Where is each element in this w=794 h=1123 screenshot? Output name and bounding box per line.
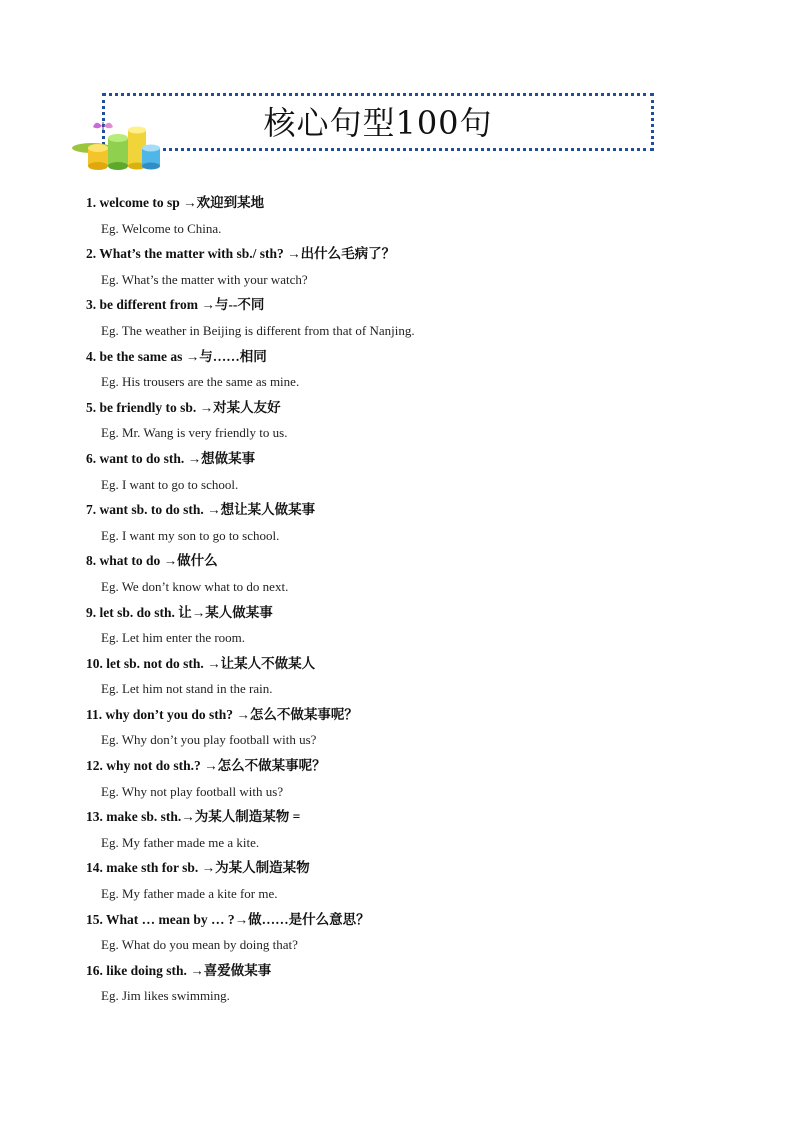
example-sentence: Eg. My father made me a kite. bbox=[101, 834, 260, 850]
example-sentence: Eg. What do you mean by doing that? bbox=[101, 937, 298, 953]
pattern-heading: 6. want to do sth. →想做某事 bbox=[86, 450, 256, 466]
list-item bbox=[86, 753, 726, 804]
example-sentence: Eg. Jim likes swimming. bbox=[101, 988, 230, 1004]
page-title: 核心句型100句 bbox=[263, 104, 493, 142]
pattern-heading: 7. want sb. to do sth. →想让某人做某事 bbox=[86, 502, 316, 518]
list-item bbox=[86, 907, 726, 958]
pattern-heading: 2. What’s the matter with sb./ sth? →出什么毛病了？ bbox=[86, 246, 396, 262]
list-item bbox=[86, 395, 726, 446]
list-item bbox=[86, 855, 726, 906]
list-item bbox=[86, 190, 726, 241]
example-sentence: Eg. I want my son to go to school. bbox=[101, 527, 280, 543]
list-item bbox=[86, 497, 726, 548]
list-item bbox=[86, 651, 726, 702]
example-sentence: Eg. Welcome to China. bbox=[101, 220, 222, 236]
example-sentence: Eg. His trousers are the same as mine. bbox=[101, 374, 300, 390]
list-item bbox=[86, 292, 726, 343]
example-sentence: Eg. My father made a kite for me. bbox=[101, 886, 278, 902]
pattern-heading: 11. why don’t you do sth? →怎么不做某事呢？ bbox=[86, 706, 358, 722]
example-sentence: Eg. Why not play football with us? bbox=[101, 783, 284, 799]
pattern-heading: 4. be the same as →与……相同 bbox=[86, 348, 267, 364]
pattern-heading: 3. be different from →与--不同 bbox=[86, 297, 265, 313]
list-item bbox=[86, 344, 726, 395]
example-sentence: Eg. What’s the matter with your watch? bbox=[101, 271, 308, 287]
list-item bbox=[86, 548, 726, 599]
pattern-heading: 13. make sb. sth.→为某人制造某物 = bbox=[86, 809, 301, 825]
example-sentence: Eg. Mr. Wang is very friendly to us. bbox=[101, 425, 288, 441]
pattern-heading: 14. make sth for sb. →为某人制造某物 bbox=[86, 860, 310, 876]
list-item bbox=[86, 804, 726, 855]
pattern-heading: 9. let sb. do sth. 让→某人做某事 bbox=[86, 604, 273, 620]
list-item bbox=[86, 958, 726, 1009]
list-item bbox=[86, 702, 726, 753]
pattern-heading: 1. welcome to sp →欢迎到某地 bbox=[86, 195, 265, 210]
example-sentence: Eg. The weather in Beijing is different from that of Nanjing. bbox=[101, 322, 415, 338]
list-item bbox=[86, 600, 726, 651]
list-item bbox=[86, 446, 726, 497]
pattern-heading: 5. be friendly to sb. →对某人友好 bbox=[86, 399, 281, 415]
list-item bbox=[86, 241, 726, 292]
example-sentence: Eg. I want to go to school. bbox=[101, 476, 239, 492]
example-sentence: Eg. We don’t know what to do next. bbox=[101, 578, 289, 594]
stacked-cylinders-butterfly-icon bbox=[70, 118, 170, 173]
example-sentence: Eg. Let him enter the room. bbox=[101, 630, 246, 646]
example-sentence: Eg. Why don’t you play football with us? bbox=[101, 732, 317, 748]
sentence-pattern-list bbox=[86, 190, 726, 1009]
pattern-heading: 15. What … mean by … ?→做……是什么意思？ bbox=[86, 911, 370, 927]
pattern-heading: 10. let sb. not do sth. →让某人不做某人 bbox=[86, 655, 316, 671]
pattern-heading: 12. why not do sth.? →怎么不做某事呢？ bbox=[86, 758, 326, 774]
pattern-heading: 16. like doing sth. →喜爱做某事 bbox=[86, 962, 272, 978]
pattern-heading: 8. what to do →做什么 bbox=[86, 553, 218, 569]
example-sentence: Eg. Let him not stand in the rain. bbox=[101, 681, 273, 697]
